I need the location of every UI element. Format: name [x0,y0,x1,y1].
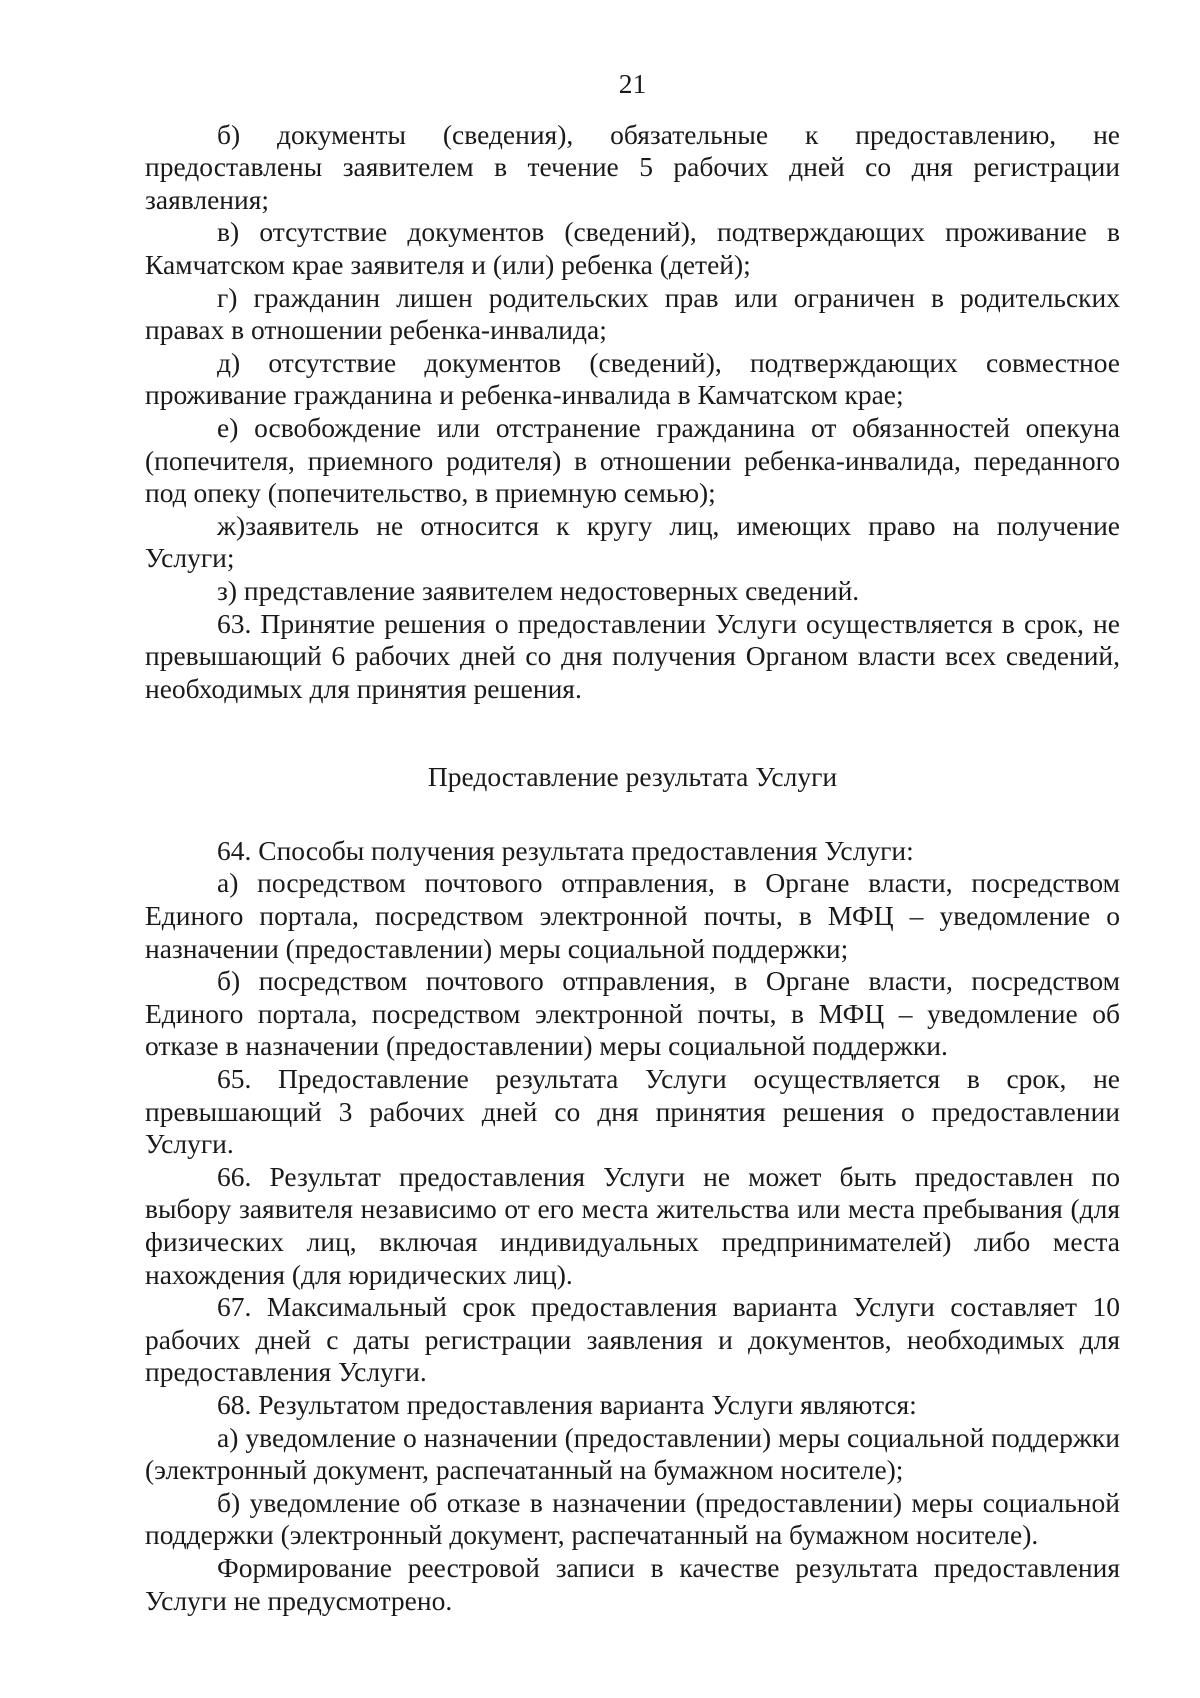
paragraph-63-decision-term: 63. Принятие решения о предоставлении Услуги осуществляется в срок, не превышающий 6 рабочих дней со дня получения Органом власти всех сведений, необходимых для принятия решения. [145,607,1120,704]
paragraph-65-result-term: 65. Предоставление результата Услуги осуществляется в срок, не превышающий 3 рабочих дней со дня принятия решения о предоставлении Услуги. [145,1063,1120,1160]
paragraph-66-no-extraterritorial: 66. Результат предоставления Услуги не может быть предоставлен по выбору заявителя независимо от его места жительства или места пребывания (для физических лиц, включая индивидуальных предпринимателей) либо места нахождения (для юридических лиц). [145,1160,1120,1290]
paragraph-registry-record: Формирование реестровой записи в качестве результата предоставления Услуги не предусмотрено. [145,1551,1120,1616]
section-heading: Предоставление результата Услуги [427,761,838,793]
paragraph-g-parental-rights: г) гражданин лишен родительских прав или ограничен в родительских правах в отношении ребенка-инвалида; [145,281,1120,346]
paragraph-64a-notification-granted: а) посредством почтового отправления, в Органе власти, посредством Единого портала, посредством электронной почты, в МФЦ – уведомление о назначении (предоставлении) меры социальной поддержки; [145,867,1120,964]
paragraph-68-results: 68. Результатом предоставления варианта Услуги являются: [217,1388,917,1420]
paragraph-v-no-residence-documents: в) отсутствие документов (сведений), подтверждающих проживание в Камчатском крае заявителя и (или) ребенка (детей); [145,216,1120,280]
paragraph-zh-not-eligible: ж)заявитель не относится к кругу лиц, имеющих право на получение Услуги; [145,509,1120,574]
paragraph-64-result-methods: 64. Способы получения результата предоставления Услуги: [217,834,914,866]
paragraph-64b-notification-refused: б) посредством почтового отправления, в Органе власти, посредством Единого портала, посредством электронной почты, в МФЦ – уведомление об отказе в назначении (предоставлении) меры социальной поддержки. [145,965,1120,1062]
paragraph-68a-notification-granted: а) уведомление о назначении (предоставлении) меры социальной поддержки (электронный документ, распечатанный на бумажном носителе); [145,1421,1120,1486]
paragraph-z-false-information: з) представление заявителем недостоверных сведений. [217,574,860,606]
paragraph-e-guardian-release: е) освобождение или отстранение гражданина от обязанностей опекуна (попечителя, приемного родителя) в отношении ребенка-инвалида, переданного под опеку (попечительство, в приемную семью); [145,411,1120,509]
paragraph-d-no-cohabitation-documents: д) отсутствие документов (сведений), подтверждающих совместное проживание гражданина и ребенка-инвалида в Камчатском крае; [145,346,1120,411]
page-number: 21 [618,68,647,99]
paragraph-b-documents-not-provided: б) документы (сведения), обязательные к предоставлению, не предоставлены заявителем в течение 5 рабочих дней со дня регистрации заявления; [145,118,1120,215]
paragraph-67-max-term: 67. Максимальный срок предоставления варианта Услуги составляет 10 рабочих дней с даты регистрации заявления и документов, необходимых для предоставления Услуги. [145,1291,1120,1388]
document-page [145,68,1120,1617]
paragraph-68b-notification-refused: б) уведомление об отказе в назначении (предоставлении) меры социальной поддержки (электронный документ, распечатанный на бумажном носителе). [145,1486,1120,1551]
